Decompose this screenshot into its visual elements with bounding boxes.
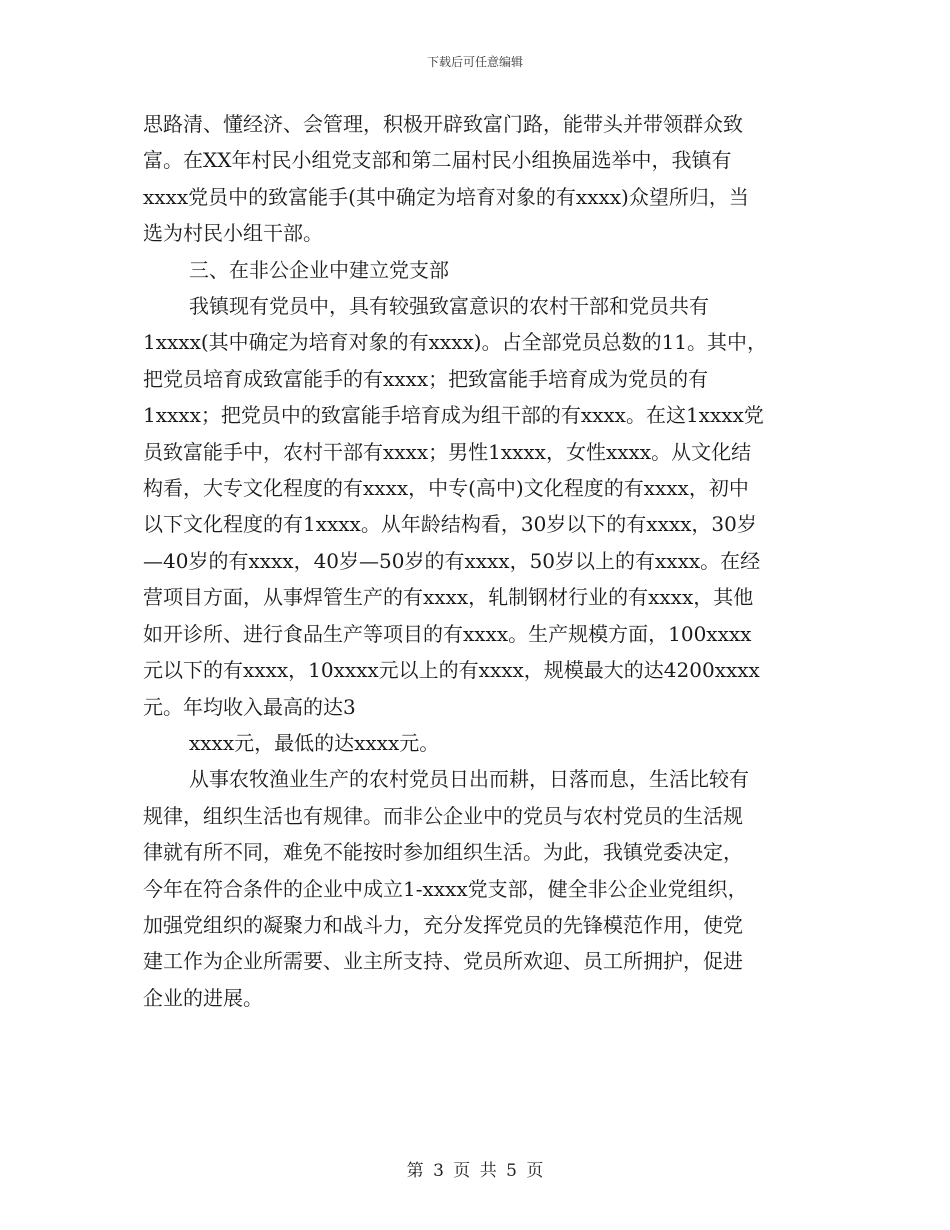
body-line: 1xxxx(其中确定为培育对象的有xxxx)。占全部党员总数的11。其中， bbox=[143, 330, 768, 355]
body-line: 今年在符合条件的企业中成立1-xxxx党支部，健全非公企业党组织， bbox=[143, 876, 748, 901]
body-line: 营项目方面，从事焊管生产的有xxxx，轧制钢材行业的有xxxx，其他 bbox=[143, 585, 754, 610]
body-line: 元以下的有xxxx，10xxxx元以上的有xxxx，规模最大的达4200xxxx bbox=[143, 658, 760, 683]
body-line: 以下文化程度的有1xxxx。从年龄结构看，30岁以下的有xxxx，30岁 bbox=[143, 512, 757, 537]
section-heading: 三、在非公企业中建立党支部 bbox=[189, 257, 449, 282]
body-line: 建工作为企业所需要、业主所支持、党员所欢迎、员工所拥护，促进 bbox=[143, 949, 743, 974]
body-line: 加强党组织的凝聚力和战斗力，充分发挥党员的先锋模范作用，使党 bbox=[143, 912, 743, 937]
page-header: 下载后可任意编辑 bbox=[426, 55, 523, 69]
body-line: 富。在XX年村民小组党支部和第二届村民小组换届选举中，我镇有 bbox=[143, 148, 732, 173]
body-line: 员致富能手中，农村干部有xxxx；男性1xxxx，女性xxxx。从文化结 bbox=[143, 439, 752, 464]
body-line: 1xxxx；把党员中的致富能手培育成为组干部的有xxxx。在这1xxxx党 bbox=[143, 403, 764, 428]
document-body bbox=[143, 106, 803, 1016]
body-line: 律就有所不同，难免不能按时参加组织生活。为此，我镇党委决定， bbox=[143, 840, 743, 865]
body-line: 如开诊所、进行食品生产等项目的有xxxx。生产规模方面，100xxxx bbox=[143, 621, 752, 646]
body-line: xxxx党员中的致富能手(其中确定为培育对象的有xxxx)众望所归，当 bbox=[143, 184, 749, 209]
body-line: 企业的进展。 bbox=[143, 985, 263, 1010]
body-line: 元。年均收入最高的达3 bbox=[143, 694, 356, 719]
body-line: 规律，组织生活也有规律。而非公企业中的党员与农村党员的生活规 bbox=[143, 803, 743, 828]
paragraph-start-line: 我镇现有党员中，具有较强致富意识的农村干部和党员共有 bbox=[189, 294, 709, 319]
body-line: 思路清、懂经济、会管理，积极开辟致富门路，能带头并带领群众致 bbox=[143, 112, 743, 136]
body-line: —40岁的有xxxx，40岁—50岁的有xxxx，50岁以上的有xxxx。在经 bbox=[143, 548, 761, 573]
body-line: 选为村民小组干部。 bbox=[143, 221, 323, 246]
paragraph-start-line: xxxx元，最低的达xxxx元。 bbox=[189, 730, 440, 755]
page-number-footer: 第 3 页 共 5 页 bbox=[406, 1161, 544, 1181]
body-line: 构看，大专文化程度的有xxxx，中专(高中)文化程度的有xxxx，初中 bbox=[143, 476, 749, 501]
paragraph-start-line: 从事农牧渔业生产的农村党员日出而耕，日落而息，生活比较有 bbox=[189, 767, 749, 792]
body-line: 把党员培育成致富能手的有xxxx；把致富能手培育成为党员的有 bbox=[143, 366, 709, 391]
